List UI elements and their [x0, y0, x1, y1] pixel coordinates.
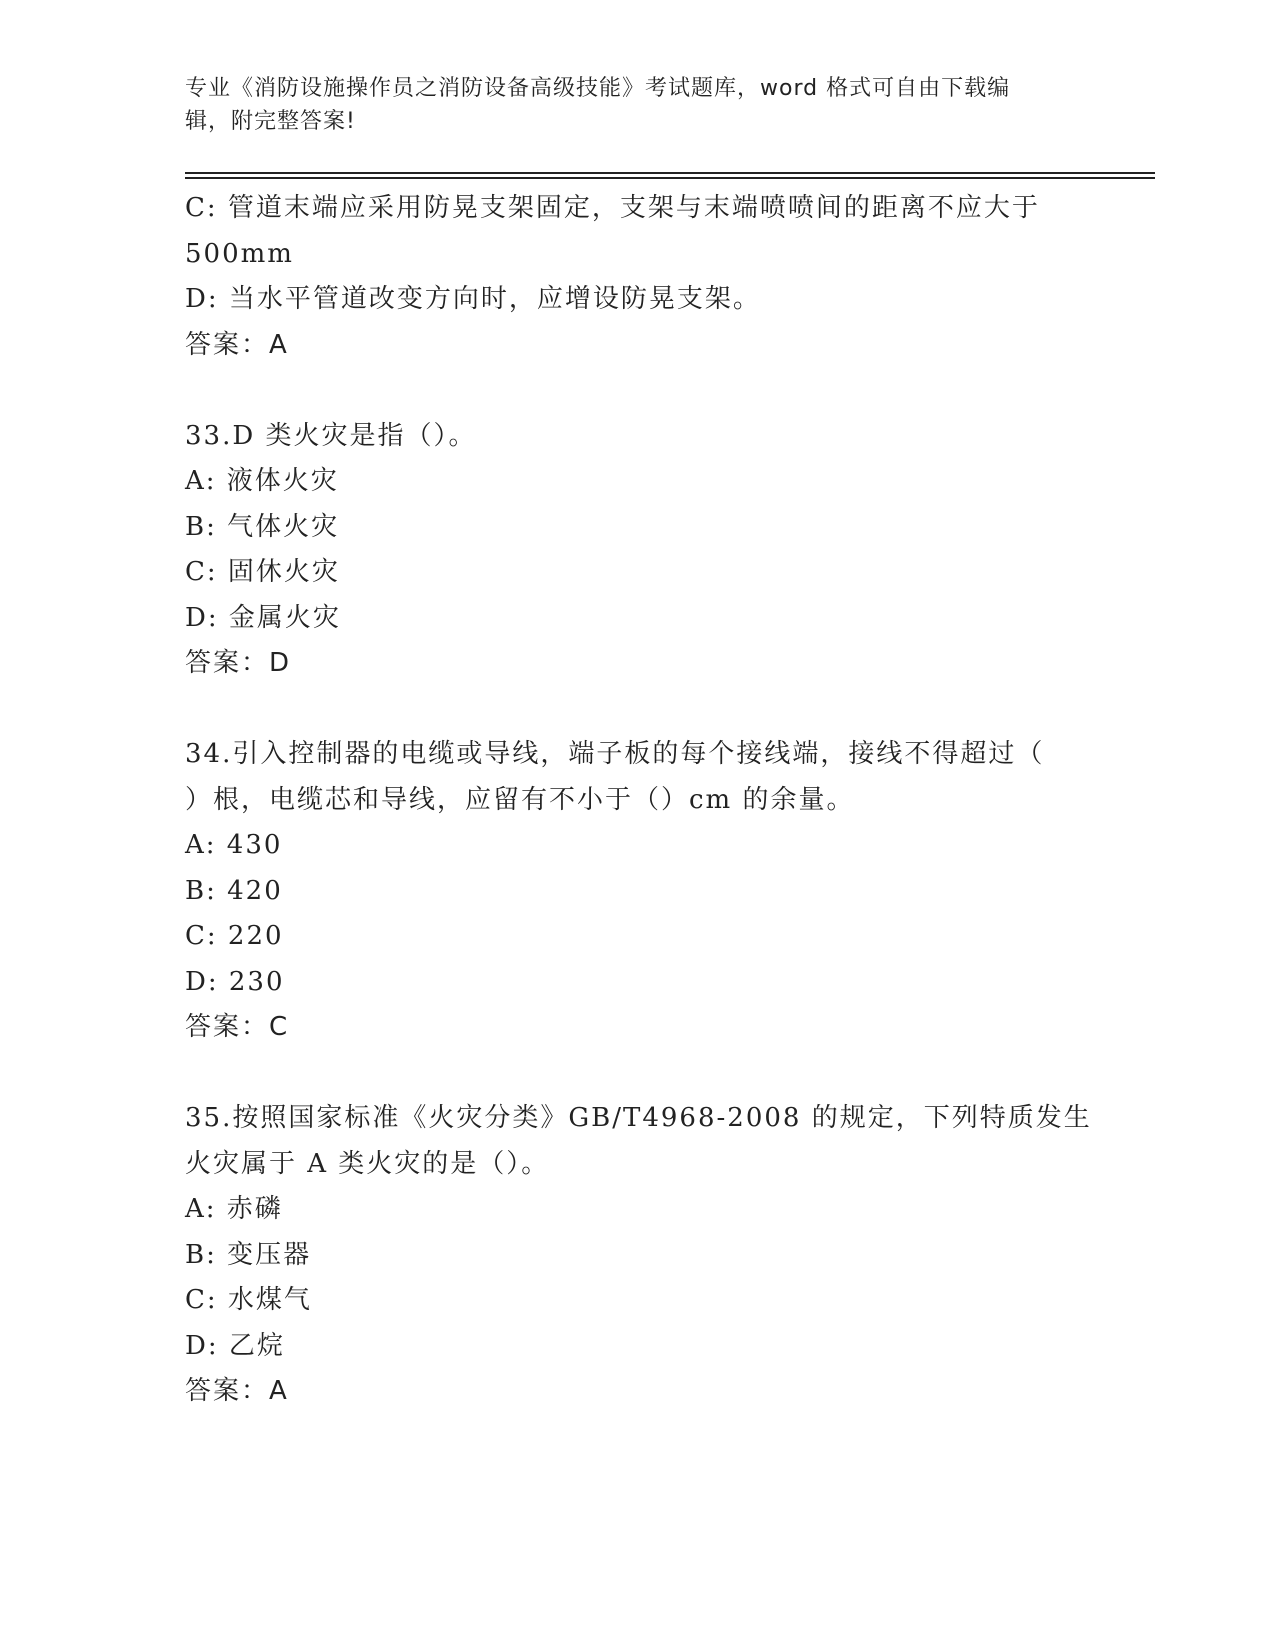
question-35-option-c: C: 水煤气	[185, 1285, 312, 1315]
answer-33: 答案：D	[185, 648, 292, 678]
question-33-option-c: C: 固休火灾	[185, 557, 340, 587]
header-line-2: 辑，附完整答案!	[185, 109, 356, 134]
question-35-stem-1: 35.按照国家标准《火灾分类》GB/T4968-2008 的规定，下列特质发生	[185, 1103, 1092, 1133]
header-rule-bottom	[185, 177, 1155, 179]
answer-32: 答案：A	[185, 329, 289, 360]
option-c-line-1: C: 管道末端应采用防晃支架固定，支架与末端喷喷间的距离不应大于	[185, 193, 1040, 223]
header-rule-top	[185, 172, 1155, 174]
document-header	[185, 72, 1065, 138]
question-33-option-a: A: 液体火灾	[185, 466, 339, 496]
question-33-stem: 33.D 类火灾是指（）。	[185, 420, 477, 451]
question-33-option-b: B: 气体火灾	[185, 511, 340, 542]
answer-35: 答案：A	[185, 1376, 289, 1406]
question-34-option-c: C: 220	[185, 921, 284, 951]
option-d: D: 当水平管道改变方向时，应增设防晃支架。	[185, 284, 761, 314]
option-c-line-2: 500mm	[185, 238, 294, 269]
question-34-stem-1: 34.引入控制器的电缆或导线，端子板的每个接线端，接线不得超过（	[185, 739, 1045, 769]
answer-34: 答案：C	[185, 1012, 290, 1042]
question-34-option-d: D: 230	[185, 966, 285, 997]
question-34-stem-2: ）根，电缆芯和导线，应留有不小于（）cm 的余量。	[185, 784, 855, 815]
question-34-option-b: B: 420	[185, 875, 283, 906]
question-content	[185, 186, 1092, 1415]
question-35-option-b: B: 变压器	[185, 1239, 312, 1270]
question-35-stem-2: 火灾属于 A 类火灾的是（）。	[185, 1148, 550, 1179]
question-33-option-d: D: 金属火灾	[185, 602, 341, 633]
question-35-option-a: A: 赤磷	[185, 1194, 283, 1224]
question-34-option-a: A: 430	[185, 830, 283, 860]
header-line-1: 专业《消防设施操作员之消防设备高级技能》考试题库，word 格式可自由下载编	[185, 76, 1011, 101]
question-35-option-d: D: 乙烷	[185, 1330, 285, 1361]
